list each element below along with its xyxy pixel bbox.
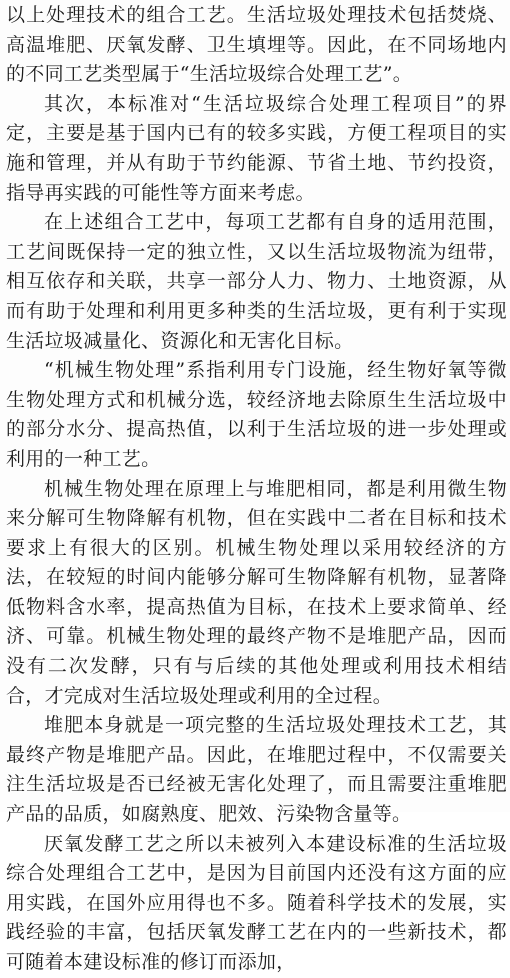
paragraph-2: 其次，本标准对“生活垃圾综合处理工程项目”的界定，主要是基于国内已有的较多实践，方便工程项目的实施和管理，并从有助于节约能源、节省土地、节约投资，指导再实践的可能性等方面来考虑。: [6, 92, 507, 204]
paragraph-1: 以上处理技术的组合工艺。生活垃圾处理技术包括焚烧、高温堆肥、厌氧发酵、卫生填埋等。因此，在不同场地内的不同工艺类型属于“生活垃圾综合处理工艺”。: [6, 4, 507, 86]
paragraph-3: 在上述组合工艺中，每项工艺都有自身的适用范围，工艺间既保持一定的独立性，又以生活垃圾物流为纽带，相互依存和关联，共享一部分人力、物力、土地资源，从而有助于处理和利用更多种类的生活垃圾，更有利于实现生活垃圾减量化、资源化和无害化目标。: [6, 211, 507, 352]
paragraph-4: “机械生物处理”系指利用专门设施，经生物好氧等微生物处理方式和机械分选，较经济地去除原生生活垃圾中的部分水分、提高热值，以利于生活垃圾的进一步处理或利用的一种工艺。: [6, 359, 507, 470]
paragraph-7: 厌氧发酵工艺之所以未被列入本建设标准的生活垃圾综合处理组合工艺中，是因为目前国内还没有这方面的应用实践，在国外应用得也不多。随着科学技术的发展，实践经验的丰富，包括厌氧发酵工艺在内的一些新技术，都可随着本建设标准的修订而添加，: [6, 832, 507, 973]
paragraph-5: 机械生物处理在原理上与堆肥相同，都是利用微生物来分解可生物降解有机物，但在实践中二者在目标和技术要求上有很大的区别。机械生物处理以采用较经济的方法，在较短的时间内能够分解可生物降解有机物，显著降低物料含水率，提高热值为目标，在技术上要求简单、经济、可靠。机械生物处理的最终产物不是堆肥产品，因而没有二次发酵，只有与后续的其他处理或利用技术相结合，才完成对生活垃圾处理或利用的全过程。: [6, 477, 507, 707]
paragraph-6: 堆肥本身就是一项完整的生活垃圾处理技术工艺，其最终产物是堆肥产品。因此，在堆肥过程中，不仅需要关注生活垃圾是否已经被无害化处理了，而且需要注重堆肥产品的品质，如腐熟度、肥效、污染物含量等。: [6, 714, 507, 826]
